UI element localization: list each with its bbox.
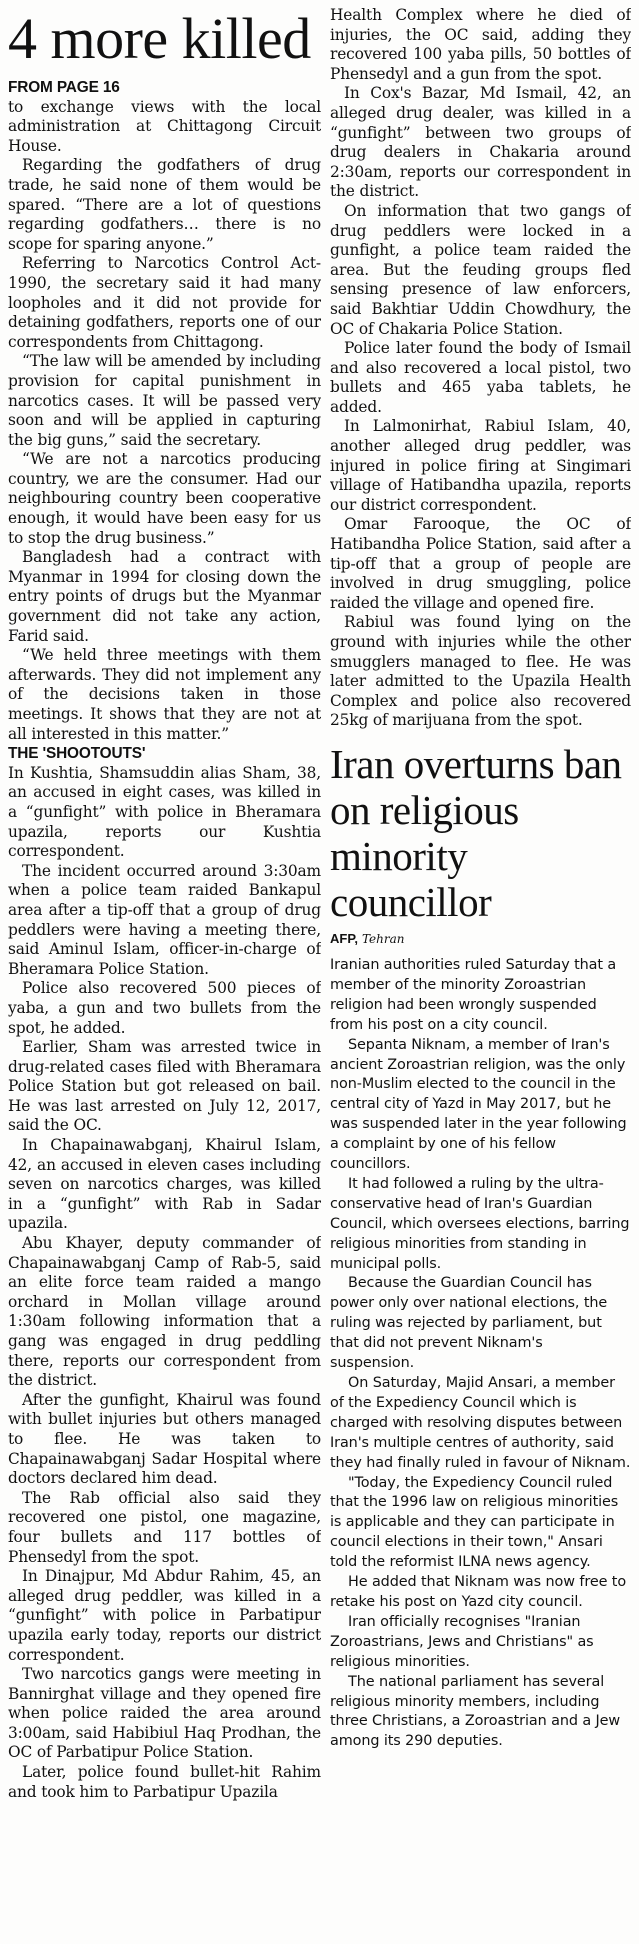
paragraph: “We are not a narcotics producing country, we are the consumer. Had our neighbouring country been cooperative enough, it would have been easy for us to stop the drug business.” (8, 450, 321, 547)
paragraph: In Lalmonirhat, Rabiul Islam, 40, another alleged drug peddler, was injured in police firing at Singimari village of Hatibandha upazila, reports our district correspondent. (330, 417, 631, 514)
paragraph: Iranian authorities ruled Saturday that a member of the minority Zoroastrian religion had been wrongly suspended from his post on a city council. (330, 956, 617, 1033)
paragraph: Sepanta Niknam, a member of Iran's ancient Zoroastrian religion, was the only non-Muslim elected to the council in the central city of Yazd in May 2017, but he was suspended later in the year following a complaint by one of his fellow councillors. (330, 1036, 627, 1173)
paragraph: Police later found the body of Ismail and also recovered a local pistol, two bullets and 465 yaba tablets, he added. (330, 339, 631, 416)
paragraph: On Saturday, Majid Ansari, a member of the Expediency Council which is charged with resolving disputes between Iran's multiple centres of authority, said they had finally ruled in favour of Niknam. (330, 1375, 631, 1471)
paragraph: After the gunfight, Khairul was found with bullet injuries but others managed to flee. He was taken to Chapainawabganj Sadar Hospital where doctors declared him dead. (8, 1390, 321, 1488)
paragraph: In Cox's Bazar, Md Ismail, 42, an alleged drug dealer, was killed in a “gunfight” between two groups of drug dealers in Chakaria around 2:30am, reports our correspondent in the district. (330, 84, 631, 201)
paragraph: Because the Guardian Council has power only over national elections, the ruling was rejected by parliament, but that did not prevent Niknam's suspension. (330, 1275, 608, 1372)
paragraph: Referring to Narcotics Control Act-1990, the secretary said it had many loopholes and it did not provide for detaining godfathers, reports one of our correspondents from Chittagong. (8, 254, 321, 351)
paragraph: “The law will be amended by including provision for capital punishment in narcotics cases. It will be passed very soon and will be applied in capturing the big guns,” said the secretary. (8, 352, 321, 449)
second-article-body (330, 956, 631, 1752)
article-headline: 4 more killed (8, 6, 311, 71)
paragraph: The Rab official also said they recovered one pistol, one magazine, four bullets and 117 bottles of Phensedyl from the spot. (8, 1488, 321, 1566)
paragraph: He added that Niknam was now free to retake his post on Yazd city council. (330, 1574, 627, 1610)
paragraph: Earlier, Sham was arrested twice in drug-related cases filed with Bheramara Police Station but got released on bail. He was last arrested on July 12, 2017, said the OC. (8, 1038, 321, 1135)
paragraph: Iran officially recognises "Iranian Zoroastrians, Jews and Christians" as religious minorities. (330, 1613, 594, 1670)
paragraph: In Chapainawabganj, Khairul Islam, 42, an accused in eleven cases including seven on narcotics charges, was killed in a “gunfight” with Rab in Sadar upazila. (8, 1136, 321, 1233)
byline (330, 931, 631, 948)
paragraph: Regarding the godfathers of drug trade, he said none of them would be spared. “There are a lot of questions regarding godfathers… there is no scope for sparing anyone.” (8, 156, 321, 253)
paragraph: The national parliament has several religious minority members, including three Christians, a Zoroastrian and a Jew among its 290 deputies. (330, 1673, 621, 1750)
paragraph: In Kushtia, Shamsuddin alias Sham, 38, an accused in eight cases, was killed in a “gunfight” with police in Bheramara upazila, reports our Kushtia correspondent. (8, 763, 321, 861)
second-article-headline: Iran overturns ban on religious minority councillor (330, 740, 622, 925)
right-column (330, 6, 631, 1944)
paragraph: Rabiul was found lying on the ground with injuries while the other smugglers managed to flee. He was later admitted to the Upazila Health Complex and police also recovered 25kg of marijuana from the spot. (330, 613, 631, 730)
paragraph: In Dinajpur, Md Abdur Rahim, 45, an alleged drug peddler, was killed in a “gunfight” with police in Parbatipur upazila early today, reports our district correspondent. (8, 1567, 321, 1664)
paragraph: Bangladesh had a contract with Myanmar in 1994 for closing down the entry points of drugs but the Myanmar government did not take any action, Farid said. (8, 548, 321, 645)
left-column (8, 78, 321, 1944)
byline-agency: AFP, (330, 930, 358, 946)
paragraph: It had followed a ruling by the ultra-conservative head of Iran's Guardian Council, which oversees elections, barring religious minorities from standing in municipal polls. (330, 1175, 630, 1272)
paragraph: Two narcotics gangs were meeting in Bannirghat village and they opened fire when police raided the area around 3:00am, said Habibiul Haq Prodhan, the OC of Parbatipur Police Station. (8, 1665, 321, 1762)
paragraph: Later, police found bullet-hit Rahim and took him to Parbatipur Upazila (8, 1763, 321, 1801)
paragraph: Omar Farooque, the OC of Hatibandha Police Station, said after a tip-off that a group of people are involved in drug smuggling, police raided the village and opened fire. (330, 515, 631, 612)
paragraph: Health Complex where he died of injuries, the OC said, adding they recovered 100 yaba pills, 50 bottles of Phensedyl and a gun from the spot. (330, 6, 631, 83)
section-subhead: THE 'SHOOTOUTS' (8, 745, 146, 763)
paragraph: “We held three meetings with them afterwards. They did not implement any of the decisions taken in those meetings. It shows that they are not at all interested in this matter.” (8, 646, 321, 743)
paragraph: Police also recovered 500 pieces of yaba, a gun and two bullets from the spot, he added. (8, 979, 321, 1037)
paragraph: Abu Khayer, deputy commander of Chapainawabganj Camp of Rab-5, said an elite force team raided a mango orchard in Mollan village around 1:30am following information that a gang was engaged in drug peddling there, reports our correspondent from the district. (8, 1234, 321, 1390)
paragraph: On information that two gangs of drug peddlers were locked in a gunfight, a police team raided the area. But the feuding groups fled sensing presence of law enforcers, said Bakhtiar Uddin Chowdhury, the OC of Chakaria Police Station. (330, 201, 631, 338)
byline-dateline: Tehran (361, 931, 405, 946)
paragraph: "Today, the Expediency Council ruled that the 1996 law on religious minorities is applicable and they can participate in council elections in their town," Ansari told the reformist ILNA news agency. (330, 1474, 619, 1571)
paragraph: to exchange views with the local administration at Chittagong Circuit House. (8, 97, 321, 155)
paragraph: The incident occurred around 3:30am when a police team raided Bankapul area after a tip-off that a group of drug peddlers were having a meeting there, said Aminul Islam, officer-in-charge of Bheramara Police Station. (8, 861, 321, 978)
continued-from-label: FROM PAGE 16 (8, 79, 120, 96)
article-continuation (330, 6, 631, 731)
